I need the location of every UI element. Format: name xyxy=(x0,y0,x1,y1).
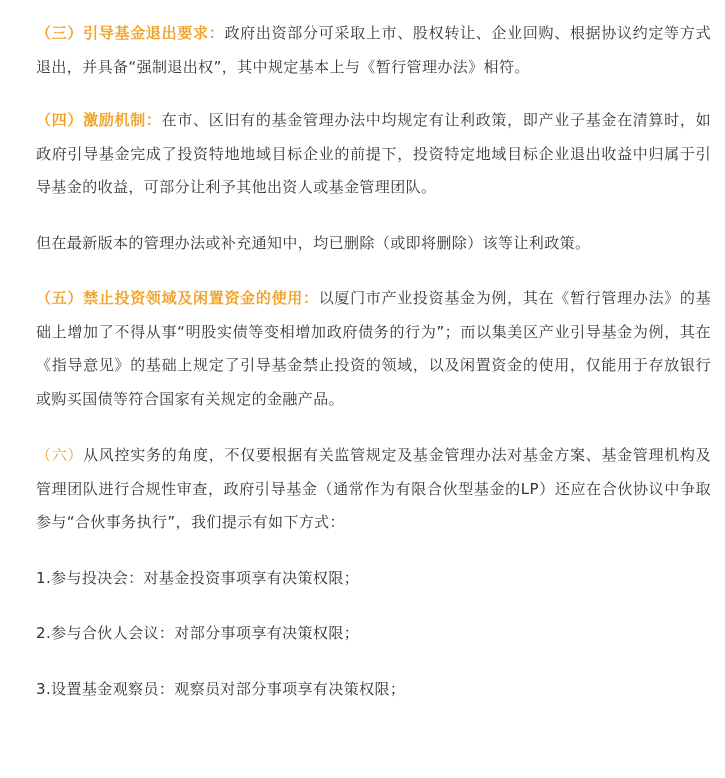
note-paragraph xyxy=(36,227,711,261)
section-5-text: 以厦门市产业投资基金为例，其在《暂行管理办法》的基础上增加了不得从事“明股实债等变相增加政府债务的行为”；而以集美区产业引导基金为例，其在《指导意见》的基础上规定了引导基金禁止投资的领域，以及闲置资金的使用，仅能用于存放银行或购买国债等符合国家有关规定的金融产品。 xyxy=(36,289,711,408)
section-4-heading: （四）激励机制： xyxy=(36,111,162,129)
section-6-heading: （六） xyxy=(36,446,84,464)
note-text: 但在最新版本的管理办法或补充通知中，均已删除（或即将删除）该等让利政策。 xyxy=(36,233,591,252)
section-4-paragraph xyxy=(36,104,711,205)
section-6-paragraph xyxy=(36,439,711,540)
section-4-text: 在市、区旧有的基金管理办法中均规定有让利政策，即产业子基金在清算时，如政府引导基金完成了投资特地地域目标企业的前提下，投资特定地域目标企业退出收益中归属于引导基金的收益，可部分让利予其他出资人或基金管理团队。 xyxy=(36,111,711,196)
list-item: 1.参与投决会：对基金投资事项享有决策权限； xyxy=(36,568,360,587)
section-5-heading: （五）禁止投资领域及闲置资金的使用： xyxy=(36,289,319,307)
section-3-text: 政府出资部分可采取上市、股权转让、企业回购、根据协议约定等方式退出，并具备“强制退出权”，其中规定基本上与《暂行管理办法》相符。 xyxy=(36,24,711,76)
section-5-paragraph xyxy=(36,282,711,416)
section-6-text: 从风控实务的角度，不仅要根据有关监管规定及基金管理办法对基金方案、基金管理机构及管理团队进行合规性审查，政府引导基金（通常作为有限合伙型基金的LP）还应在合伙协议中争取参与“合伙事务执行”，我们提示有如下方式： xyxy=(36,446,711,531)
section-3-paragraph xyxy=(36,17,711,84)
list-item: 2.参与合伙人会议：对部分事项享有决策权限； xyxy=(36,624,360,642)
section-3-heading: （三）引导基金退出要求： xyxy=(36,24,225,42)
list-item: 3.设置基金观察员：观察员对部分事项享有决策权限； xyxy=(36,679,406,698)
